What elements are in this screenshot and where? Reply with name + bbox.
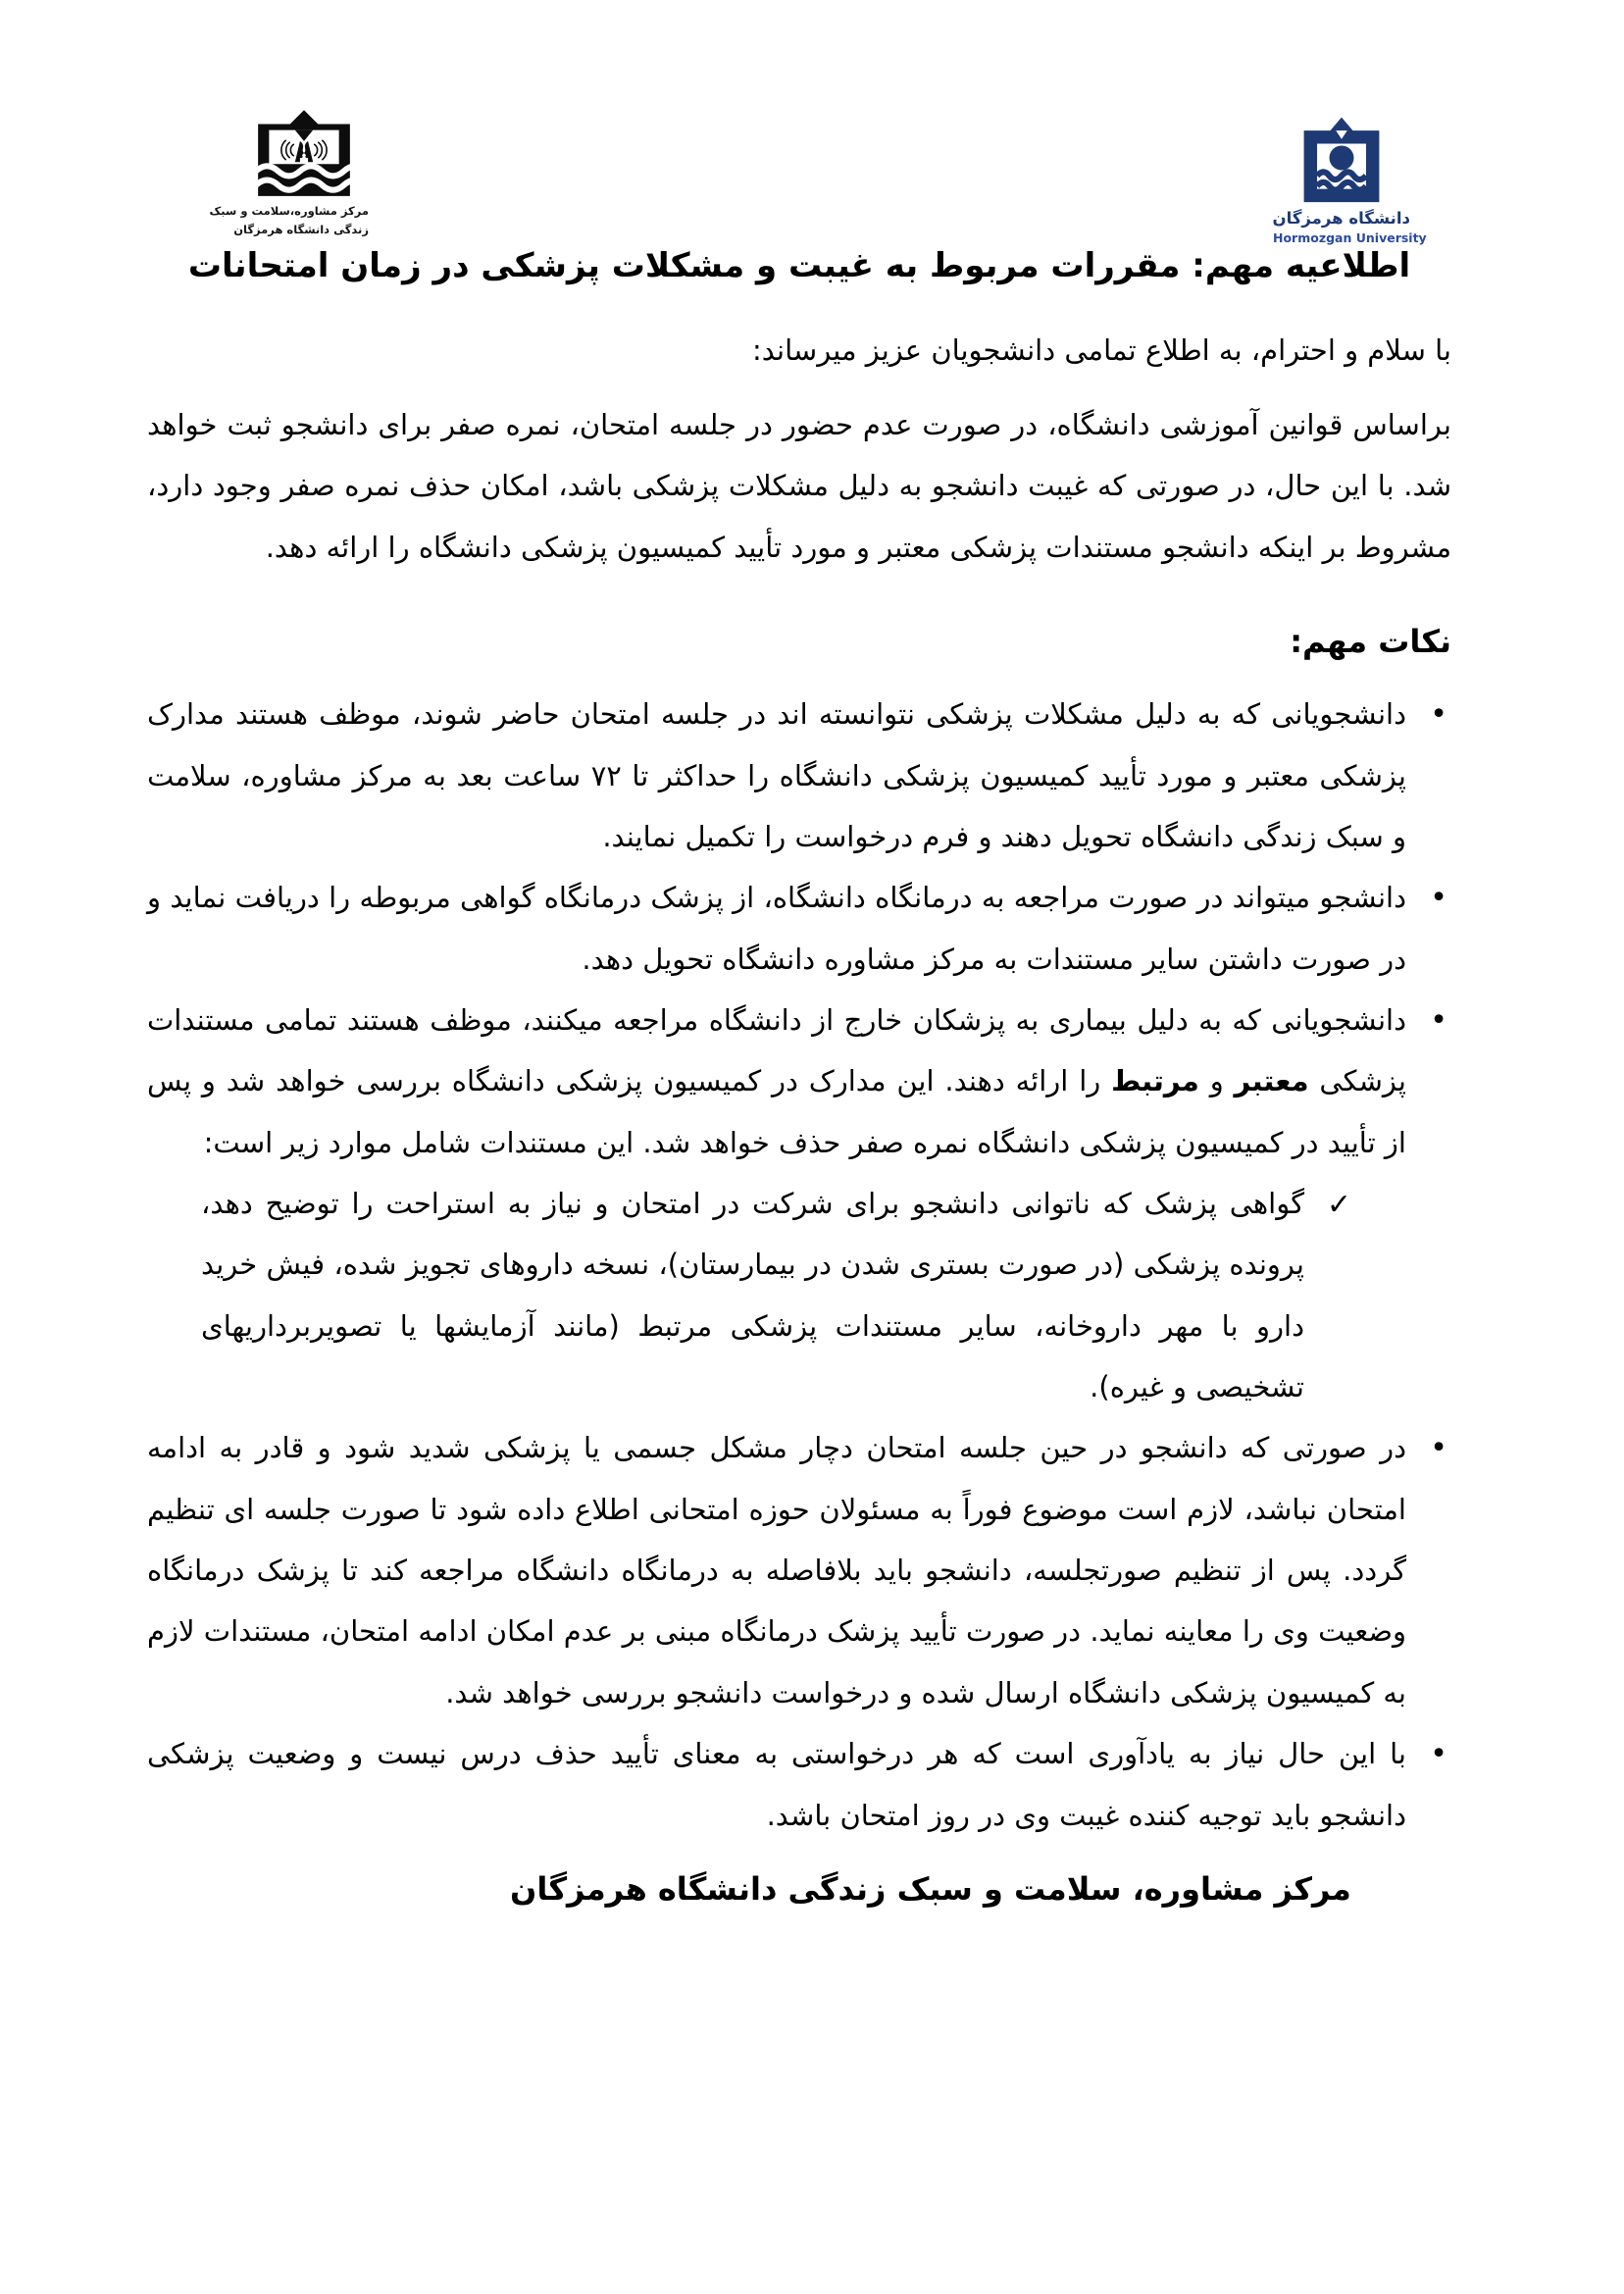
bullet-item — [147, 990, 1451, 1173]
page-title: اطلاعیه مهم: مقررات مربوط به غیبت و مشکلات پزشکی در زمان امتحانات — [187, 246, 1411, 285]
check-icon: ✓ — [1326, 1188, 1351, 1223]
list-item-text: دانشجو میتواند در صورت مراجعه به درمانگاه دانشگاه، از پزشک درمانگاه گواهی مربوطه را دریافت نماید و در صورت داشتن سایر مستندات به مرکز مشاوره دانشگاه تحویل دهد. — [147, 881, 1406, 976]
bullet-item — [147, 867, 1451, 990]
intro-paragraph: براساس قوانین آموزشی دانشگاه، در صورت عدم حضور در جلسه امتحان، نمره صفر برای دانشجو ثبت خواهد شد. با این حال، در صورتی که غیبت دانشجو به دلیل مشکلات پزشکی باشد، امکان حذف نمره صفر وجود دارد، مشروط بر اینکه دانشجو مستندات پزشکی معتبر و مورد تأیید کمیسیون پزشکی دانشگاه را ارائه دهد. — [147, 407, 1451, 564]
bullet-icon: • — [1430, 697, 1447, 733]
counseling-center-emblem-icon — [250, 100, 358, 200]
list-item-text: گواهی پزشک که ناتوانی دانشجو برای شرکت در امتحان و نیاز به استراحت را توضیح دهد، پرونده پزشکی (در صورت بستری شدن در بیمارستان)، نسخه داروهای تجویز شده، فیش خرید دارو با مهر داروخانه، سایر مستندات پزشکی مرتبط (مانند آزمایشها یا تصویربرداریهای تشخیصی و غیره). — [201, 1187, 1304, 1404]
check-item — [147, 1173, 1451, 1417]
important-notes-heading: نکات مهم: — [1290, 622, 1451, 660]
bullet-icon: • — [1430, 1003, 1447, 1039]
bullet-icon: • — [1430, 1737, 1447, 1772]
list-item-text: دانشجویانی که به دلیل مشکلات پزشکی نتوانسته اند در جلسه امتحان حاضر شوند، موظف هستند مدارک پزشکی معتبر و مورد تأیید کمیسیون پزشکی دانشگاه را حداکثر تا ۷۲ ساعت بعد به مرکز مشاوره، سلامت و سبک زندگی دانشگاه تحویل دهند و فرم درخواست را تکمیل نمایند. — [147, 697, 1406, 853]
signature-line: مرکز مشاوره، سلامت و سبک زندگی دانشگاه هرمزگان — [510, 1869, 1351, 1908]
greeting-line: با سلام و احترام، به اطلاع تمامی دانشجویان عزیز میرساند: — [752, 333, 1451, 367]
university-emblem-icon — [1294, 110, 1389, 204]
university-logo — [1272, 110, 1427, 245]
notes-list — [147, 684, 1451, 1846]
list-item-text: در صورتی که دانشجو در حین جلسه امتحان دچار مشکل جسمی یا پزشکی شدید شود و قادر به ادامه امتحان نباشد، لازم است موضوع فوراً به مسئولان حوزه امتحانی اطلاع داده شود تا صورت جلسه ای تنظیم گردد. پس از تنظیم صورتجلسه، دانشجو باید بلافاصله به درمانگاه دانشگاه مراجعه کند تا پزشک درمانگاه وضعیت وی را معاینه نماید. در صورت تأیید پزشک درمانگاه مبنی بر عدم امکان ادامه امتحان، مستندات لازم به کمیسیون پزشکی دانشگاه ارسال شده و درخواست دانشجو بررسی خواهد شد. — [147, 1431, 1406, 1709]
counseling-center-logo — [209, 100, 369, 237]
bullet-item — [147, 1723, 1451, 1846]
counseling-center-caption-line2: زندگی دانشگاه هرمزگان — [233, 223, 369, 237]
bullet-item — [147, 684, 1451, 867]
counseling-center-caption-line1: مرکز مشاوره،سلامت و سبک — [209, 204, 369, 218]
university-caption-fa: دانشگاه هرمزگان — [1272, 209, 1410, 228]
bullet-item — [147, 1417, 1451, 1723]
bullet-icon: • — [1430, 881, 1447, 916]
document-content — [147, 241, 1451, 1919]
university-caption-en: Hormozgan University — [1273, 230, 1427, 245]
bullet-icon: • — [1430, 1431, 1447, 1466]
list-item-text: با این حال نیاز به یادآوری است که هر درخواستی به معنای تأیید حذف درس نیست و وضعیت پزشکی دانشجو باید توجیه کننده غیبت وی در روز امتحان باشد. — [147, 1737, 1406, 1832]
list-item-text: دانشجویانی که به دلیل بیماری به پزشکان خارج از دانشگاه مراجعه میکنند، موظف هستند تمامی مستندات پزشکی معتبر و مرتبط را ارائه دهند. این مدارک در کمیسیون پزشکی دانشگاه بررسی خواهد شد و پس از تأیید در کمیسیون پزشکی دانشگاه نمره صفر حذف خواهد شد. این مستندات شامل موارد زیر است: — [147, 1003, 1406, 1159]
